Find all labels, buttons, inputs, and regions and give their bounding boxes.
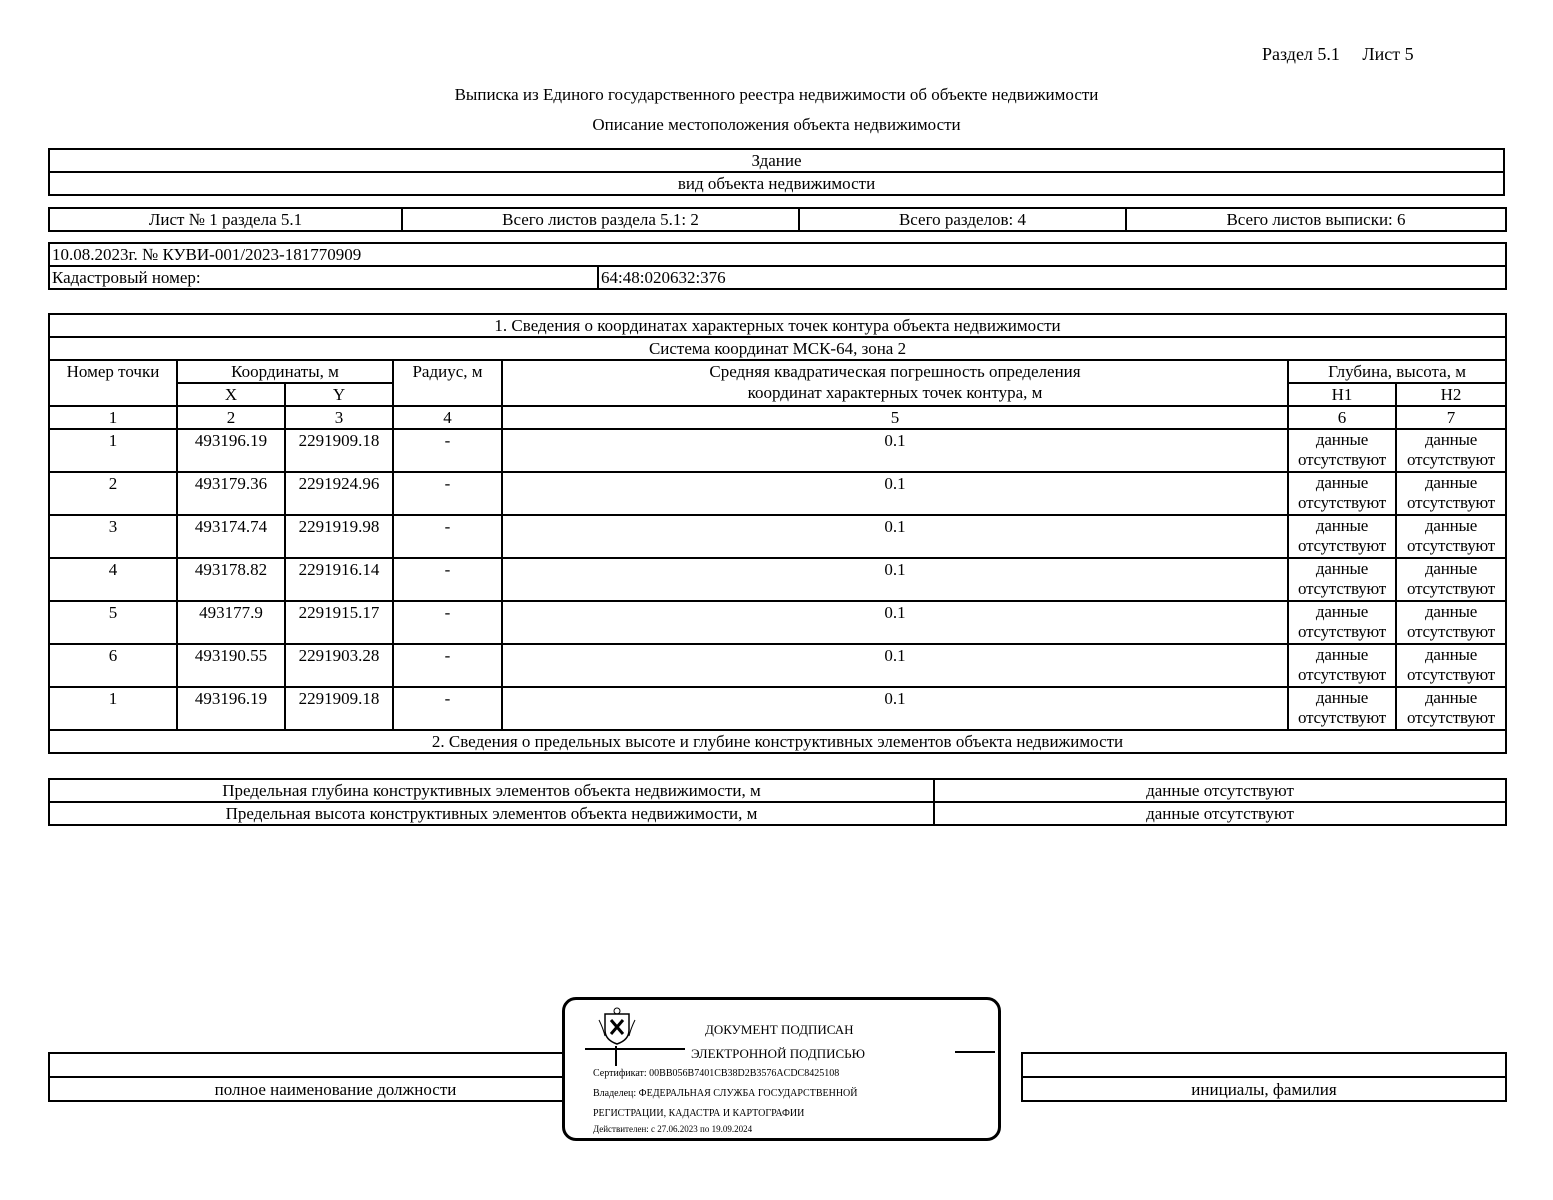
point-number: 1 xyxy=(49,429,177,472)
depth-h1: данные отсутствуют xyxy=(1288,472,1396,515)
col-number: 6 xyxy=(1288,406,1396,429)
height-h2: данные отсутствуют xyxy=(1396,472,1506,515)
total-sections: Всего разделов: 4 xyxy=(799,208,1126,231)
section-sheet-label: Раздел 5.1 Лист 5 xyxy=(1262,44,1414,64)
col-number: 4 xyxy=(393,406,502,429)
coord-y: 2291924.96 xyxy=(285,472,393,515)
height-h2: данные отсутствуют xyxy=(1396,515,1506,558)
radius: - xyxy=(393,644,502,687)
coord-x: 493179.36 xyxy=(177,472,285,515)
name-caption: инициалы, фамилия xyxy=(1022,1077,1506,1101)
stamp-line xyxy=(585,1048,685,1050)
coordinates-table xyxy=(48,313,1507,754)
depth-h1: данные отсутствуют xyxy=(1288,601,1396,644)
point-number: 3 xyxy=(49,515,177,558)
header-x: X xyxy=(177,383,285,406)
coord-y: 2291919.98 xyxy=(285,515,393,558)
coordinate-system: Система координат МСК-64, зона 2 xyxy=(49,337,1506,360)
col-number: 5 xyxy=(502,406,1288,429)
point-number: 6 xyxy=(49,644,177,687)
height-h2: данные отсутствуют xyxy=(1396,429,1506,472)
coord-x: 493177.9 xyxy=(177,601,285,644)
mean-error: 0.1 xyxy=(502,515,1288,558)
header-mean-error-line2: координат характерных точек контура, м xyxy=(747,383,1043,402)
max-depth-label: Предельная глубина конструктивных элементов объекта недвижимости, м xyxy=(49,779,934,802)
col-number: 1 xyxy=(49,406,177,429)
max-height-value: данные отсутствуют xyxy=(934,802,1506,825)
height-h2: данные отсутствуют xyxy=(1396,644,1506,687)
total-sheets-section: Всего листов раздела 5.1: 2 xyxy=(402,208,799,231)
stamp-owner-line2: РЕГИСТРАЦИИ, КАДАСТРА И КАРТОГРАФИИ xyxy=(593,1108,805,1119)
depth-h1: данные отсутствуют xyxy=(1288,429,1396,472)
header-mean-error-line1: Средняя квадратическая погрешность определения xyxy=(709,362,1081,381)
depth-h1: данные отсутствуют xyxy=(1288,644,1396,687)
max-depth-value: данные отсутствуют xyxy=(934,779,1506,802)
stamp-validity: Действителен: с 27.06.2023 по 19.09.2024 xyxy=(593,1124,753,1134)
coord-x: 493196.19 xyxy=(177,687,285,730)
coord-y: 2291909.18 xyxy=(285,687,393,730)
header-mean-error xyxy=(502,360,1288,406)
sheet-info-table xyxy=(48,207,1507,232)
col-number: 7 xyxy=(1396,406,1506,429)
header-h2: Н2 xyxy=(1396,383,1506,406)
mean-error: 0.1 xyxy=(502,644,1288,687)
depth-h1: данные отсутствуют xyxy=(1288,687,1396,730)
mean-error: 0.1 xyxy=(502,687,1288,730)
point-number: 5 xyxy=(49,601,177,644)
header-depth-height: Глубина, высота, м xyxy=(1288,360,1506,383)
stamp-line xyxy=(955,1051,995,1053)
stamp-title-line2: ЭЛЕКТРОННОЙ ПОДПИСЬЮ xyxy=(691,1046,865,1061)
mean-error: 0.1 xyxy=(502,558,1288,601)
coords-section-title: 1. Сведения о координатах характерных точек контура объекта недвижимости xyxy=(49,314,1506,337)
radius: - xyxy=(393,515,502,558)
stamp-certificate: Сертификат: 00BB056B7401CB38D2B3576ACDC8425108 xyxy=(593,1068,840,1079)
total-sheets-extract: Всего листов выписки: 6 xyxy=(1126,208,1506,231)
coat-of-arms-icon xyxy=(597,1006,637,1046)
stamp-tick xyxy=(615,1046,617,1066)
coord-y: 2291909.18 xyxy=(285,429,393,472)
position-field xyxy=(49,1053,622,1077)
radius: - xyxy=(393,429,502,472)
stamp-title-line1: ДОКУМЕНТ ПОДПИСАН xyxy=(705,1022,854,1037)
point-number: 4 xyxy=(49,558,177,601)
radius: - xyxy=(393,601,502,644)
object-kind: Здание xyxy=(49,149,1504,172)
mean-error: 0.1 xyxy=(502,472,1288,515)
header-radius: Радиус, м xyxy=(393,360,502,406)
cadastral-number-label: Кадастровый номер: xyxy=(49,266,598,289)
point-number: 1 xyxy=(49,687,177,730)
mean-error: 0.1 xyxy=(502,429,1288,472)
name-field xyxy=(1022,1053,1506,1077)
coord-y: 2291916.14 xyxy=(285,558,393,601)
stamp-owner-line1: Владелец: ФЕДЕРАЛЬНАЯ СЛУЖБА ГОСУДАРСТВЕННОЙ xyxy=(593,1088,858,1099)
coord-x: 493178.82 xyxy=(177,558,285,601)
header-coordinates: Координаты, м xyxy=(177,360,393,383)
cadastral-number-value: 64:48:020632:376 xyxy=(598,266,1506,289)
document-title: Выписка из Единого государственного реестра недвижимости об объекте недвижимости xyxy=(454,85,1099,104)
depth-h1: данные отсутствуют xyxy=(1288,515,1396,558)
electronic-signature-stamp xyxy=(562,997,1001,1141)
coord-x: 493174.74 xyxy=(177,515,285,558)
height-h2: данные отсутствуют xyxy=(1396,601,1506,644)
extract-date-number: 10.08.2023г. № КУВИ-001/2023-181770909 xyxy=(49,243,1506,266)
height-h2: данные отсутствуют xyxy=(1396,687,1506,730)
coord-y: 2291915.17 xyxy=(285,601,393,644)
coord-y: 2291903.28 xyxy=(285,644,393,687)
radius: - xyxy=(393,472,502,515)
mean-error: 0.1 xyxy=(502,601,1288,644)
document-subtitle: Описание местоположения объекта недвижимости xyxy=(592,115,961,134)
header-y: Y xyxy=(285,383,393,406)
coord-x: 493190.55 xyxy=(177,644,285,687)
radius: - xyxy=(393,687,502,730)
object-kind-table xyxy=(48,148,1505,196)
registry-table xyxy=(48,242,1507,290)
point-number: 2 xyxy=(49,472,177,515)
col-number: 3 xyxy=(285,406,393,429)
coord-x: 493196.19 xyxy=(177,429,285,472)
table-row xyxy=(49,644,1506,687)
header-point-number: Номер точки xyxy=(49,360,177,406)
table-row xyxy=(49,687,1506,730)
object-kind-caption: вид объекта недвижимости xyxy=(49,172,1504,195)
limits-section-title: 2. Сведения о предельных высоте и глубине конструктивных элементов объекта недвижимости xyxy=(49,730,1506,753)
col-number: 2 xyxy=(177,406,285,429)
table-row xyxy=(49,601,1506,644)
header-h1: Н1 xyxy=(1288,383,1396,406)
table-row xyxy=(49,558,1506,601)
sheet-number: Лист № 1 раздела 5.1 xyxy=(49,208,402,231)
radius: - xyxy=(393,558,502,601)
max-height-label: Предельная высота конструктивных элементов объекта недвижимости, м xyxy=(49,802,934,825)
depth-h1: данные отсутствуют xyxy=(1288,558,1396,601)
limits-table xyxy=(48,778,1507,826)
position-caption: полное наименование должности xyxy=(49,1077,622,1101)
table-row xyxy=(49,429,1506,472)
height-h2: данные отсутствуют xyxy=(1396,558,1506,601)
table-row xyxy=(49,472,1506,515)
table-row xyxy=(49,515,1506,558)
